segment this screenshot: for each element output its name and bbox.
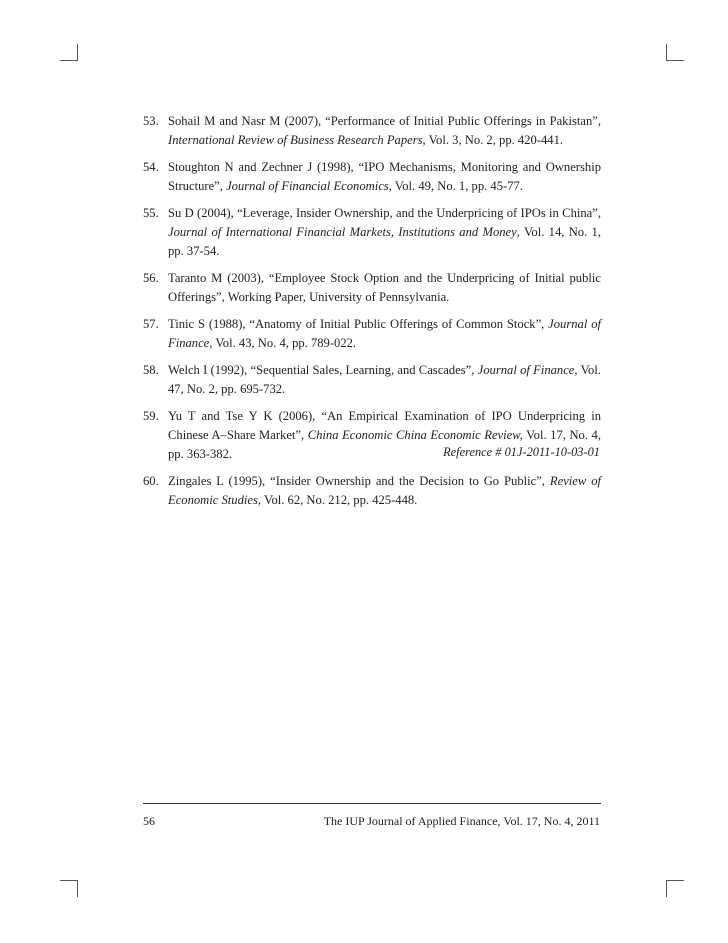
- reference-text: Stoughton N and Zechner J (1998), “IPO Mechanisms, Monitoring and Ownership Structure”,: [168, 160, 601, 193]
- reference-number: 58.: [143, 363, 159, 377]
- reference-item: [143, 204, 601, 261]
- footer-rule: [143, 803, 601, 804]
- reference-item: [143, 472, 601, 510]
- crop-mark-bottom-right-h: [667, 880, 684, 881]
- reference-code: Reference # 01J-2011-10-03-01: [443, 445, 600, 459]
- crop-mark-top-right-h: [667, 60, 684, 61]
- reference-details: , Vol. 47, No. 2, pp. 695-732.: [168, 363, 601, 396]
- reference-text: Taranto M (2003), “Employee Stock Option and the Underpricing of Initial public Offerings”, Working Paper, University of Pennsylvania.: [168, 271, 601, 304]
- reference-item: [143, 361, 601, 399]
- reference-item: [143, 269, 601, 307]
- crop-mark-bottom-left-v: [77, 880, 78, 897]
- reference-text: Su D (2004), “Leverage, Insider Ownership, and the Underpricing of IPOs in China”,: [168, 206, 601, 220]
- reference-text: Zingales L (1995), “Insider Ownership and the Decision to Go Public”,: [168, 474, 550, 488]
- reference-number: 55.: [143, 206, 159, 220]
- reference-text: Welch I (1992), “Sequential Sales, Learning, and Cascades”,: [168, 363, 478, 377]
- reference-details: Vol. 62, No. 212, pp. 425-448.: [261, 493, 418, 507]
- reference-details: , Vol. 43, No. 4, pp. 789-022.: [209, 336, 357, 350]
- crop-mark-bottom-right-v: [666, 880, 667, 897]
- reference-number: 53.: [143, 114, 159, 128]
- reference-number: 56.: [143, 271, 159, 285]
- reference-number: 60.: [143, 474, 159, 488]
- reference-details: , Vol. 14, No. 1, pp. 37-54.: [168, 225, 601, 258]
- crop-mark-bottom-left-h: [60, 880, 77, 881]
- reference-text: Tinic S (1988), “Anatomy of Initial Public Offerings of Common Stock”,: [168, 317, 549, 331]
- reference-number: 54.: [143, 160, 159, 174]
- crop-mark-top-left-v: [77, 44, 78, 61]
- reference-source: Journal of Financial Economics: [226, 179, 389, 193]
- crop-mark-top-right-v: [666, 44, 667, 61]
- reference-source: Review of Economic Studies,: [168, 474, 602, 507]
- crop-mark-top-left-h: [60, 60, 77, 61]
- reference-source: Journal of Finance: [168, 317, 601, 350]
- reference-item: [143, 158, 601, 196]
- reference-details: Vol. 17, No. 4, pp. 363-382.: [168, 428, 601, 461]
- reference-number: 59.: [143, 409, 159, 423]
- reference-item: [143, 315, 601, 353]
- reference-details: , Vol. 3, No. 2, pp. 420-441.: [422, 133, 564, 147]
- reference-source: Journal of Finance: [477, 363, 575, 377]
- reference-text: Sohail M and Nasr M (2007), “Performance of Initial Public Offerings in Pakistan”,: [168, 114, 601, 128]
- reference-source: Journal of International Financial Markets, Institutions and Money: [168, 225, 517, 239]
- reference-text: Yu T and Tse Y K (2006), “An Empirical Examination of IPO Underpricing in Chinese A–Share Market”,: [168, 409, 601, 442]
- reference-details: , Vol. 49, No. 1, pp. 45-77.: [388, 179, 523, 193]
- reference-item: [143, 112, 601, 150]
- reference-source: International Review of Business Research Papers: [168, 133, 423, 147]
- page-number: 56: [143, 814, 155, 828]
- reference-source: China Economic China Economic Review,: [307, 428, 523, 442]
- journal-footer: The IUP Journal of Applied Finance, Vol. 17, No. 4, 2011: [323, 814, 600, 828]
- reference-number: 57.: [143, 317, 159, 331]
